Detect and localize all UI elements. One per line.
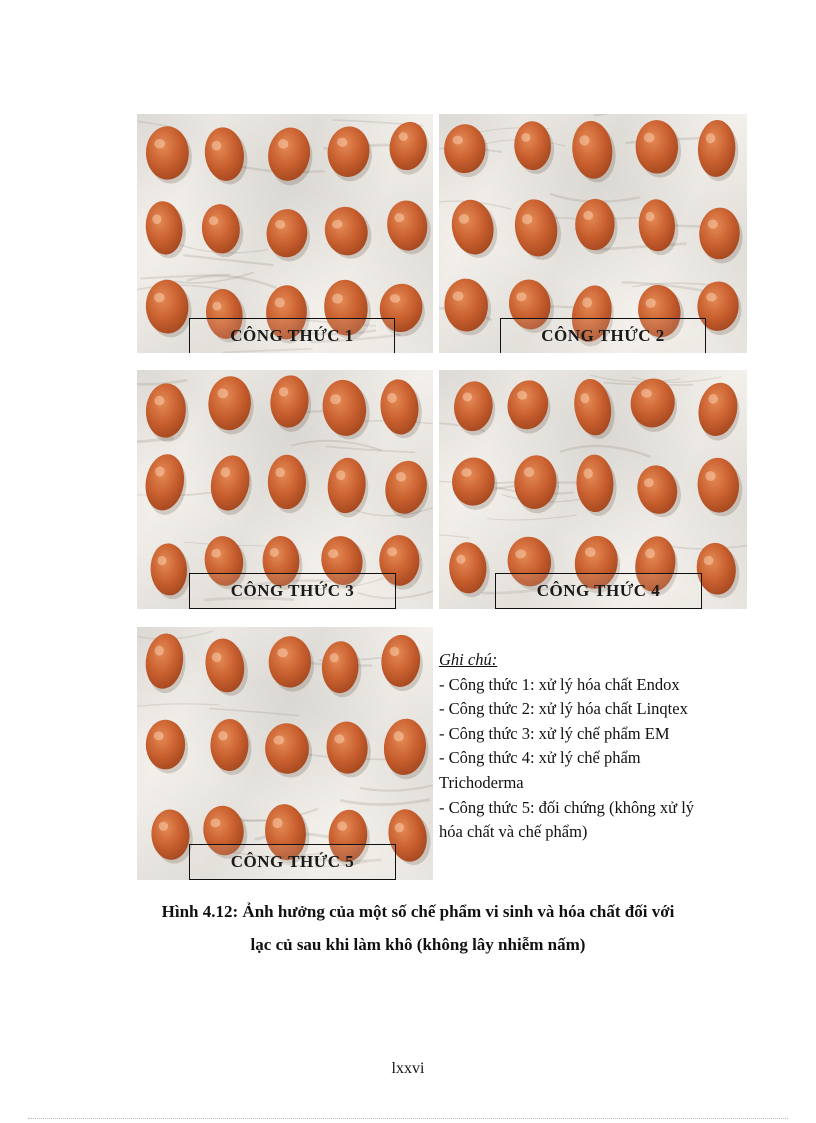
peanut-kernel xyxy=(265,208,311,262)
tissue-fold xyxy=(439,535,469,541)
peanut-kernel xyxy=(321,202,376,263)
peanut-kernel xyxy=(450,456,500,512)
legend-note xyxy=(439,648,759,845)
peanut-kernels-image xyxy=(137,627,433,880)
tissue-fold xyxy=(594,114,684,115)
peanut-kernel xyxy=(201,635,251,699)
note-title: Ghi chú: xyxy=(439,650,498,669)
tissue-fold xyxy=(487,515,577,520)
peanut-kernel xyxy=(697,119,740,181)
peanut-kernel xyxy=(202,124,251,187)
peanut-kernel xyxy=(570,119,619,185)
peanut-kernel xyxy=(378,377,424,440)
tissue-fold xyxy=(291,441,381,451)
peanut-kernel xyxy=(210,719,252,776)
photo-label: CÔNG THỨC 1 xyxy=(189,318,395,353)
photo-cong-thuc-3 xyxy=(137,370,433,609)
peanut-kernel xyxy=(145,279,193,339)
peanut-kernel xyxy=(633,461,685,521)
peanut-kernel xyxy=(325,456,370,518)
photo-cong-thuc-5 xyxy=(137,627,433,880)
footer-divider xyxy=(28,1118,788,1119)
photo-label: CÔNG THỨC 3 xyxy=(189,573,396,609)
tissue-fold xyxy=(137,377,187,385)
peanut-kernel xyxy=(145,126,192,184)
peanut-kernel xyxy=(144,382,190,443)
peanut-kernel xyxy=(384,198,433,257)
note-line: hóa chất và chế phẩm) xyxy=(439,822,588,842)
peanut-kernel xyxy=(443,277,492,336)
peanut-kernel xyxy=(319,377,373,443)
peanut-kernel xyxy=(268,374,313,433)
peanut-kernel xyxy=(635,120,682,178)
peanut-kernel xyxy=(696,456,744,517)
peanut-kernel xyxy=(447,196,501,262)
peanut-kernel xyxy=(146,720,188,774)
peanut-kernel xyxy=(512,453,562,515)
peanut-kernel xyxy=(325,720,372,779)
peanut-kernel xyxy=(504,377,555,436)
photo-label: CÔNG THỨC 2 xyxy=(500,318,706,353)
peanut-kernel xyxy=(321,641,363,698)
peanut-kernel xyxy=(325,124,375,183)
peanut-kernel xyxy=(570,376,618,442)
peanut-kernel xyxy=(385,119,433,178)
note-line: Trichoderma xyxy=(439,772,524,792)
peanut-kernel xyxy=(380,634,425,692)
peanut-kernel xyxy=(264,722,314,779)
peanut-kernel xyxy=(141,451,191,517)
photo-cong-thuc-4 xyxy=(439,370,747,609)
caption-line: Hình 4.12: Ảnh hưởng của một số chế phẩm vi sinh và hóa chất đối với xyxy=(161,902,675,921)
peanut-kernel xyxy=(268,636,314,692)
page-number: lxxvi xyxy=(391,1060,425,1077)
note-line: - Công thức 3: xử lý chế phẩm EM xyxy=(439,723,670,743)
peanut-kernel xyxy=(264,125,316,188)
tissue-fold xyxy=(360,781,433,791)
note-line: - Công thức 1: xử lý hóa chất Endox xyxy=(439,674,680,694)
peanut-kernel xyxy=(206,452,257,518)
peanut-kernel xyxy=(268,455,309,514)
peanut-kernel xyxy=(574,198,618,254)
peanut-kernel xyxy=(143,199,188,260)
peanut-kernel xyxy=(149,542,191,600)
tissue-fold xyxy=(137,117,173,127)
caption-line: lạc củ sau khi làm khô (không lây nhiễm nấm) xyxy=(250,935,586,954)
peanut-kernel xyxy=(380,457,433,522)
note-line: - Công thức 5: đối chứng (không xử lý xyxy=(439,797,695,817)
photo-cong-thuc-2 xyxy=(439,114,747,353)
photo-label: CÔNG THỨC 4 xyxy=(495,573,702,609)
peanut-kernel xyxy=(693,379,744,443)
peanut-kernel xyxy=(698,207,744,264)
note-line: - Công thức 4: xử lý chế phẩm xyxy=(439,748,641,768)
tissue-fold xyxy=(137,704,219,708)
tissue-fold xyxy=(209,708,299,715)
note-line: - Công thức 2: xử lý hóa chất Linqtex xyxy=(439,699,688,719)
peanut-kernel xyxy=(448,541,491,598)
peanut-kernel xyxy=(207,375,256,436)
peanut-kernel xyxy=(511,196,565,264)
tissue-fold xyxy=(340,799,430,804)
peanut-kernel xyxy=(142,631,189,695)
peanut-kernel xyxy=(576,454,618,517)
tissue-fold xyxy=(560,446,650,457)
photo-cong-thuc-1 xyxy=(137,114,433,353)
figure-caption xyxy=(120,895,716,961)
peanut-kernel xyxy=(452,380,498,437)
peanut-kernel xyxy=(381,717,432,781)
peanut-kernel xyxy=(150,808,194,865)
photo-label: CÔNG THỨC 5 xyxy=(189,844,396,880)
